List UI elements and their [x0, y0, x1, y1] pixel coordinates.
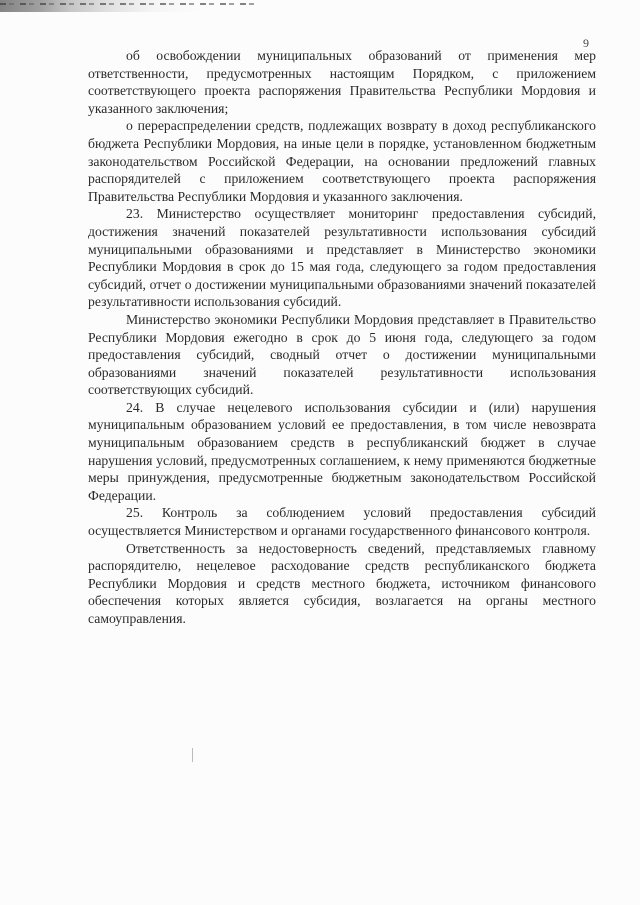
paragraph: 24. В случае нецелевого использования субсидии и (или) нарушения муниципальным образованием условий ее предоставления, в том числе невозврата муниципальным образованием средств в республиканский бюджет в случае нарушения условий, предусмотренных соглашением, к нему применяются бюджетные меры принуждения, предусмотренные бюджетным законодательством Российской Федерации. — [88, 399, 596, 503]
scan-edge-artifact-line — [0, 3, 260, 5]
paragraph: 23. Министерство осуществляет мониторинг предоставления субсидий, достижения значений показателей результативности использования субсидий муниципальными образованиями и представляет в Министерство экономики Республики Мордовия в срок до 15 мая года, следующего за годом предоставления субсидий, отчет о достижении муниципальными образованиями значений показателей результативности использования субсидий. — [88, 206, 596, 310]
paragraph: Министерство экономики Республики Мордовия представляет в Правительство Республики Мордовия ежегодно в срок до 5 июня года, следующего за годом предоставления субсидий, сводный отчет о достижении муниципальными образованиями значений показателей результативности использования соответствующих субсидий. — [88, 311, 596, 398]
scan-speck — [192, 748, 193, 762]
paragraph: об освобождении муниципальных образований от применения мер ответственности, предусмотренных настоящим Порядком, с приложением соответствующего проекта распоряжения Правительства Республики Мордовия и указанного заключения; — [88, 48, 596, 116]
document-body — [88, 47, 596, 628]
paragraph: Ответственность за недостоверность сведений, представляемых главному распорядителю, нецелевое расходование средств республиканского бюджета Республики Мордовия и средств местного бюджета, источником финансового обеспечения которых является субсидия, возлагается на органы местного самоуправления. — [88, 540, 596, 626]
paragraph: 25. Контроль за соблюдением условий предоставления субсидий осуществляется Министерством и органами государственного финансового контроля. — [88, 505, 596, 539]
scan-edge-artifact — [0, 0, 640, 12]
paragraph: о перераспределении средств, подлежащих возврату в доход республиканского бюджета Республики Мордовия, на иные цели в порядке, установленном бюджетным законодательством Российской Федерации, на основании предложений главных распорядителей с приложением соответствующего проекта распоряжения Правительства Республики Мордовия и указанного заключения. — [88, 118, 596, 204]
page-number: 9 — [583, 36, 589, 50]
